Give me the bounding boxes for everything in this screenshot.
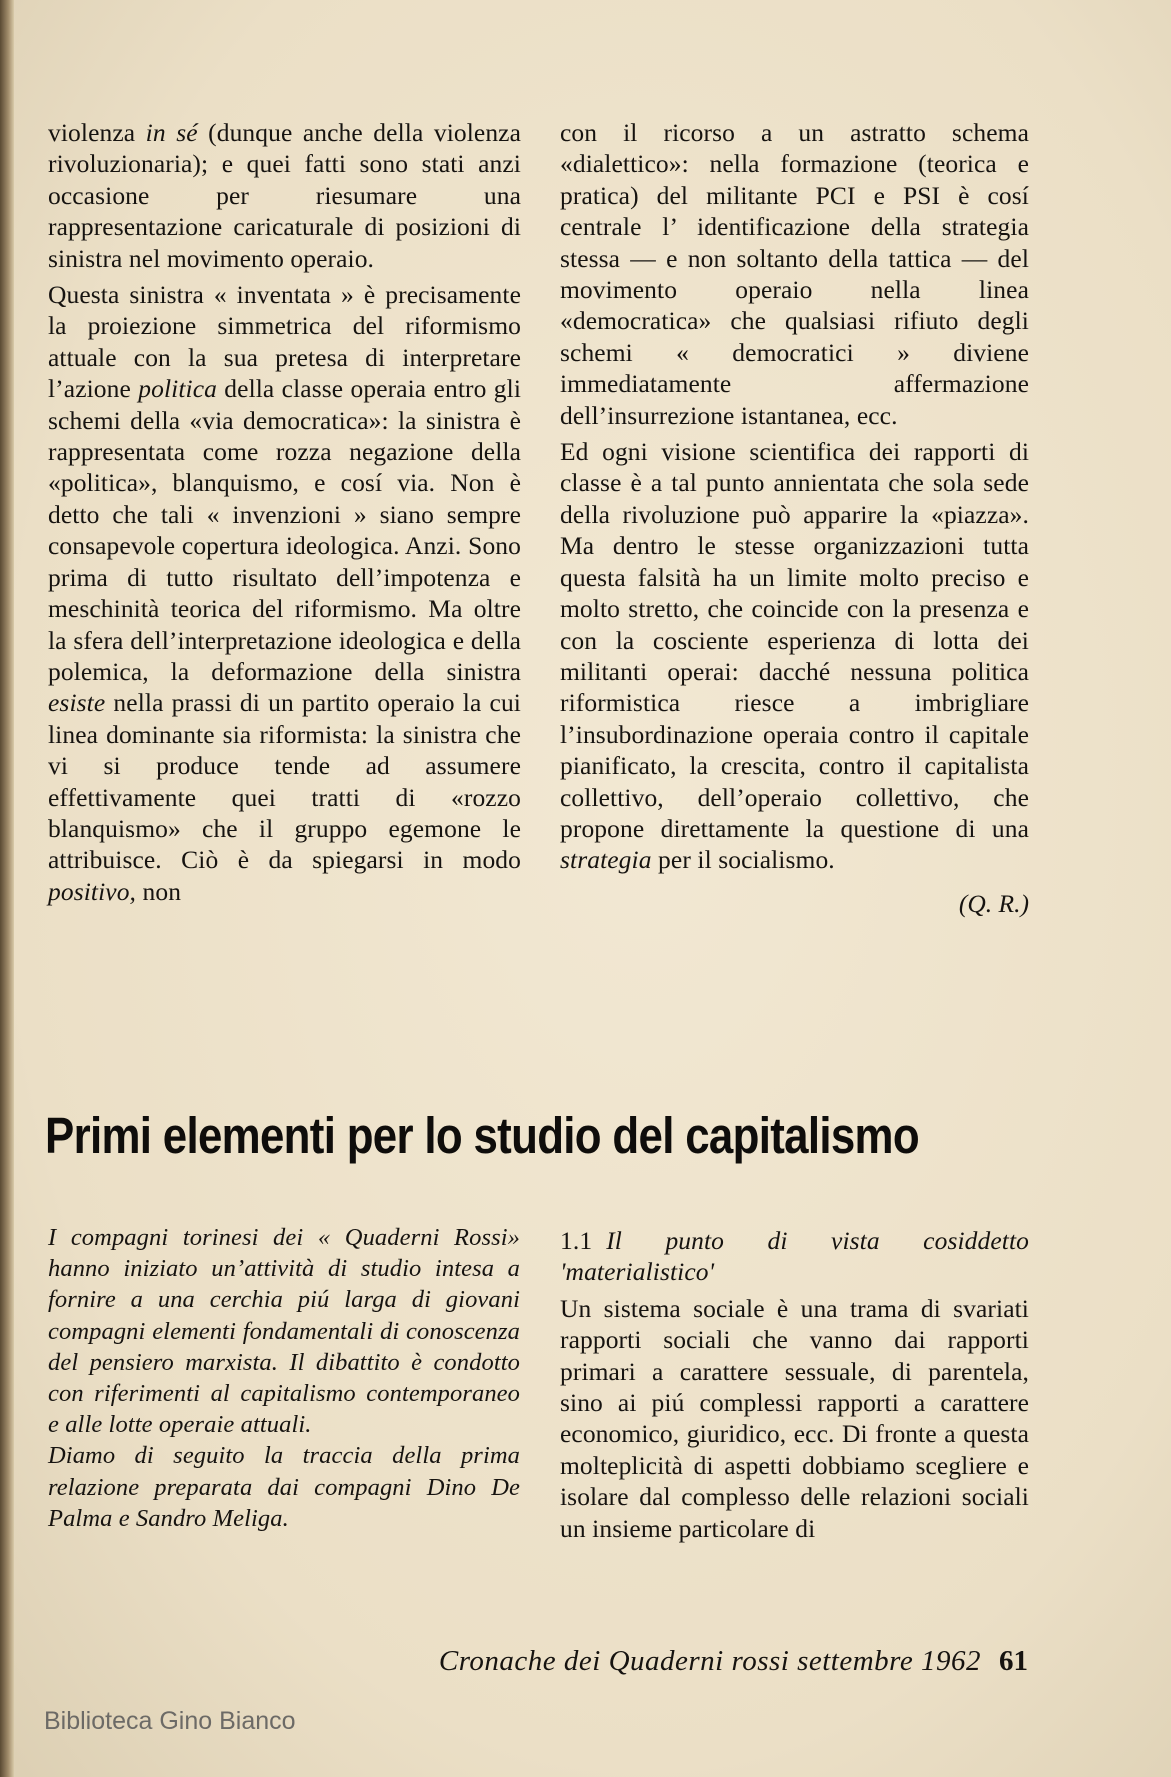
emphasis: politica	[138, 374, 217, 404]
paragraph	[48, 279, 521, 907]
emphasis: positivo,	[48, 876, 137, 906]
text-span: (dunque anche della violenza rivoluzionaria); e quei fatti sono stati anzi occasione per riesumare una rappresentazione caricaturale di posizioni di sinistra nel movimento operaio.	[48, 118, 522, 273]
intro-column	[48, 1222, 520, 1534]
section-body: Un sistema sociale è una trama di svariati rapporti sociali che vanno dai rapporti primari a carattere sessuale, di parentela, sino ai piú complessi rapporti a carattere economico, giuridico, ecc. Di fronte a questa molteplicità di aspetti dobbiamo scegliere e isolare dal complesso delle relazioni sociali un insieme particolare di	[560, 1293, 1029, 1543]
text-span: violenza	[48, 118, 146, 147]
binding-edge	[0, 0, 14, 1777]
paragraph	[48, 117, 521, 274]
paragraph	[560, 436, 1029, 876]
text-span: non	[142, 876, 182, 906]
author-signature: (Q. R.)	[958, 888, 1029, 918]
paragraph: con il ricorso a un astratto schema «dialettico»: nella formazione (teorica e pratica) del militante PCI e PSI è cosí centrale l’ identificazione della strategia stessa — e non soltanto della tattica — del movimento operaio nella linea «democratica» che qualsiasi rifiuto degli schemi « democratici » diviene immediatamente affermazione dell’insurrezione istantanea, ecc.	[560, 118, 1029, 430]
text-span: Questa sinistra « inventata » è precisamente la proiezione simmetrica del riformismo attuale con la sua pretesa di interpretare l’azione	[48, 280, 521, 404]
intro-paragraph: I compagni torinesi dei « Quaderni Rossi» hanno iniziato un’attività di studio intesa a fornire a una cerchia piú larga di giovani compagni elementi fondamentali di conoscenza del pensiero marxista. Il dibattito è condotto con riferimenti al capitalismo contemporaneo e alle lotte operaie attuali.	[48, 1224, 520, 1439]
emphasis: strategia	[560, 845, 652, 875]
emphasis: esiste	[48, 688, 106, 718]
section-heading	[560, 1225, 1029, 1288]
section-number: 1.1	[560, 1226, 593, 1255]
library-watermark: Biblioteca Gino Bianco	[44, 1707, 296, 1735]
text-span: della classe operaia entro gli schemi della «via democratica»: la sinistra è rappresentata come rozza negazione della «politica», blanquismo, e cosí via. Non è detto che tali « invenzioni » siano sempre consapevole copertura ideologica. Anzi. Sono prima di tutto risultato dell’impotenza e meschinità teorica del riformismo. Ma oltre la sfera dell’interpretazione ideologica e della polemica, la deformazione della sinistra	[48, 374, 522, 686]
top-left-column	[48, 117, 521, 907]
section-title: Il punto di vista cosiddetto 'materialistico'	[560, 1226, 1029, 1287]
text-span: Ed ogni visione scientifica dei rapporti di classe è a tal punto annientata che sola sede della rivoluzione può apparire la «piazza». Ma dentro le stesse organizzazioni tutta questa falsità ha un limite molto preciso e molto stretto, che coincide con la presenza e con la cosciente esperienza di lotta dei militanti operai: dacché nessuna politica riformistica riesce a imbrigliare l’insubordinazione operaia contro il capitale pianificato, la crescita, contro il capitalista collettivo, dell’operaio collettivo, che propone direttamente la questione di una	[560, 437, 1029, 843]
page-number: 61	[999, 1645, 1028, 1677]
text-span: nella prassi di un partito operaio la cui linea dominante sia riformista: la sinistra che vi si produce tende ad assumere effettivamente quei tratti di «rozzo blanquismo» che il gruppo egemone le attribuisce. Ciò è da spiegarsi in modo	[48, 688, 521, 875]
page-footer	[296, 1643, 1028, 1679]
article-headline: Primi elementi per lo studio del capitalismo	[45, 1107, 919, 1164]
top-right-column	[560, 117, 1029, 919]
section-column	[560, 1225, 1029, 1544]
emphasis: in sé	[145, 118, 198, 147]
text-span: per il socialismo.	[651, 845, 835, 875]
journal-name: Cronache dei Quaderni rossi settembre 1962	[438, 1645, 981, 1677]
intro-paragraph: Diamo di seguito la traccia della prima relazione preparata dai compagni Dino De Palma e Sandro Meliga.	[48, 1442, 520, 1532]
